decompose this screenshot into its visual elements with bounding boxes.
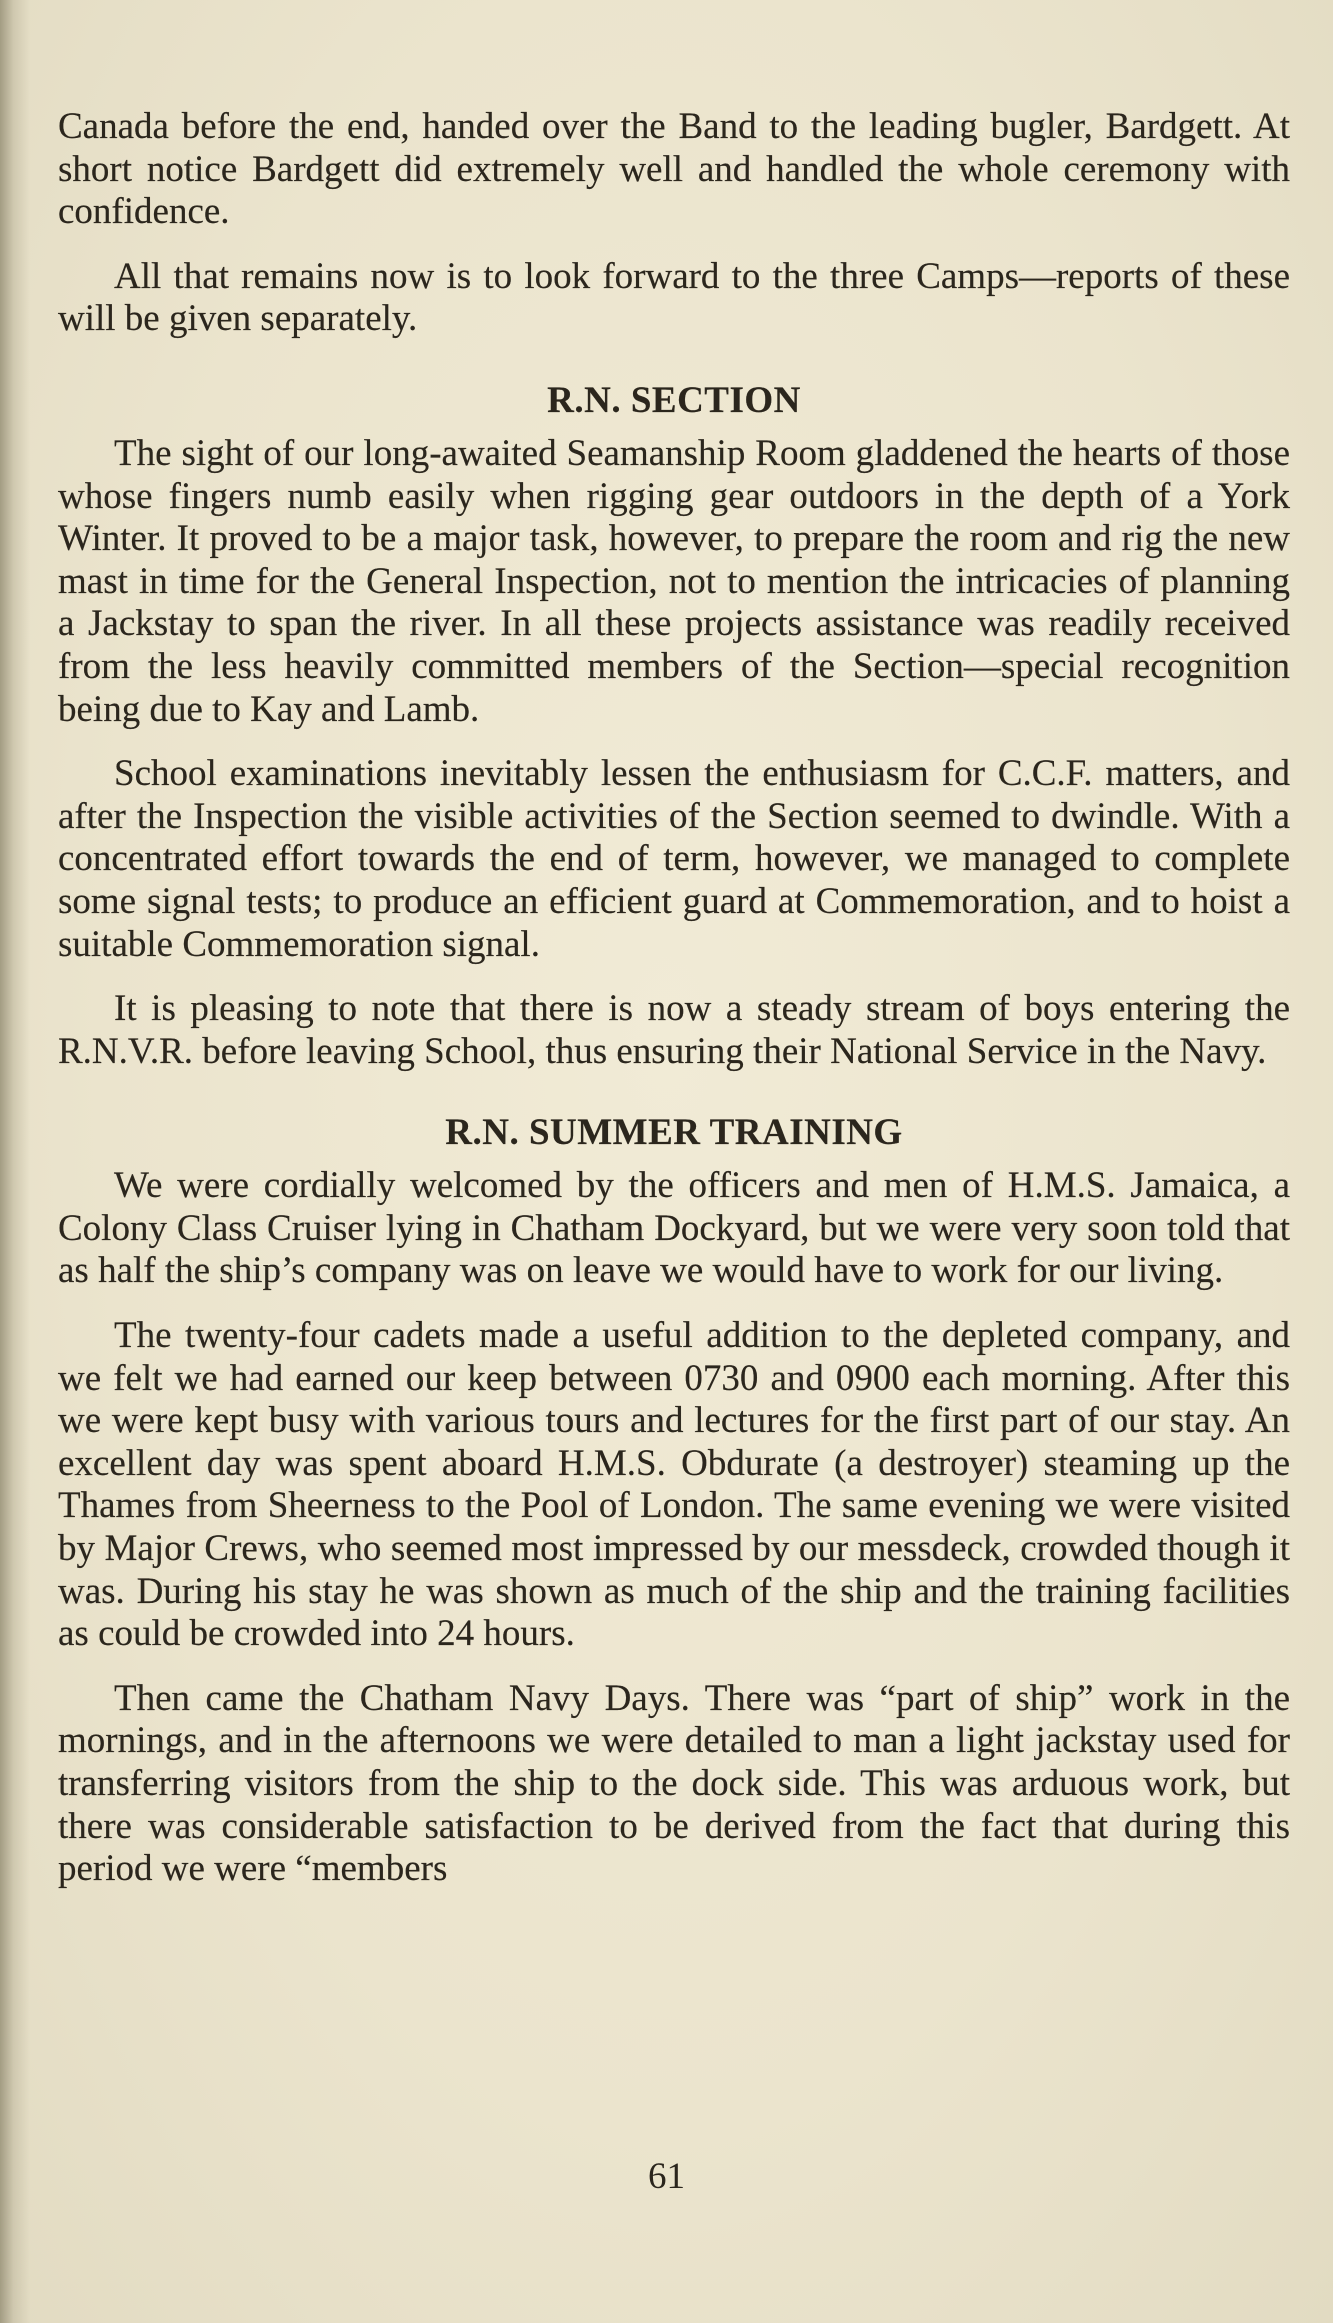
page-number: 61: [648, 2156, 685, 2197]
training-paragraph-1: We were cordially welcomed by the officers and men of H.M.S. Jamaica, a Colony Class Cruiser lying in Chatham Dockyard, but we were very soon told that as half the ship’s company was on leave we would have to work for our living.: [58, 1165, 1290, 1292]
body-text-column: [58, 106, 1290, 1913]
rn-section-paragraph-3: It is pleasing to note that there is now a steady stream of boys entering the R.N.V.R. before leaving School, thus ensuring their National Service in the Navy.: [58, 988, 1290, 1072]
rn-section-heading: R.N. SECTION: [547, 379, 801, 421]
training-paragraph-2: The twenty-four cadets made a useful addition to the depleted company, and we felt we had earned our keep between 0730 and 0900 each morning. After this we were kept busy with various tours and lectures for the first part of our stay. An excellent day was spent aboard H.M.S. Obdurate (a destroyer) steaming up the Thames from Sheerness to the Pool of London. The same evening we were visited by Major Crews, who seemed most impressed by our messdeck, crowded though it was. During his stay he was shown as much of the ship and the training facilities as could be crowded into 24 hours.: [58, 1315, 1290, 1655]
rn-section-paragraph-1: The sight of our long-awaited Seamanship Room gladdened the hearts of those whose fingers numb easily when rigging gear outdoors in the depth of a York Winter. It proved to be a major task, however, to prepare the room and rig the new mast in time for the General Inspection, not to mention the intricacies of planning a Jackstay to span the river. In all these projects assistance was readily received from the less heavily committed members of the Section—special recognition being due to Kay and Lamb.: [58, 432, 1290, 730]
training-paragraph-3: Then came the Chatham Navy Days. There was “part of ship” work in the mornings, and in the afternoons we were detailed to man a light jackstay used for transferring visitors from the ship to the dock side. This was arduous work, but there was considerable satisfaction to be derived from the fact that during this period we were “members: [58, 1677, 1290, 1890]
rn-summer-training-heading: R.N. SUMMER TRAINING: [445, 1112, 903, 1154]
intro-paragraph-1: Canada before the end, handed over the Band to the leading bugler, Bardgett. At short notice Bardgett did extremely well and handled the whole ceremony with confidence.: [58, 106, 1290, 233]
rn-section-paragraph-2: School examinations inevitably lessen the enthusiasm for C.C.F. matters, and after the Inspection the visible activities of the Section seemed to dwindle. With a concentrated effort towards the end of term, however, we managed to complete some signal tests; to produce an efficient guard at Commemoration, and to hoist a suitable Commemoration signal.: [58, 753, 1290, 965]
intro-paragraph-2: All that remains now is to look forward to the three Camps—reports of these will be given separately.: [58, 255, 1290, 340]
page-gutter-shadow: [0, 0, 30, 2323]
